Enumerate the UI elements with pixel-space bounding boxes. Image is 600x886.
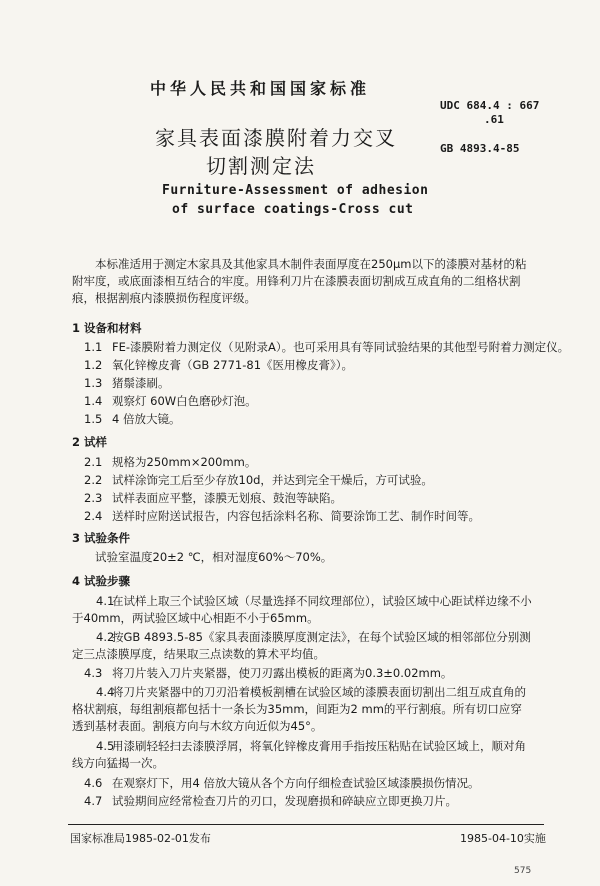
- section-2-heading: 2 试样: [72, 435, 108, 449]
- udc-code: UDC 684.4 : 667: [440, 99, 540, 112]
- item-number: 4.6: [84, 776, 103, 790]
- item-number: 4.1: [96, 594, 115, 608]
- item-text: 规格为250mm×200mm。: [112, 455, 257, 469]
- list-item: [84, 357, 353, 373]
- document-title-line2: 切割测定法: [206, 154, 316, 178]
- list-item: [72, 738, 532, 772]
- item-text: 氧化锌橡皮膏（GB 2771-81《医用橡皮膏》）。: [112, 358, 354, 372]
- list-item: [84, 472, 433, 488]
- item-number: 1.1: [84, 340, 103, 354]
- section-1-heading: 1 设备和材料: [72, 321, 142, 335]
- list-item: [84, 665, 452, 681]
- item-text: 按GB 4893.5-85《家具表面漆膜厚度测定法》，在每个试验区域的相邻部位分别测定三点漆膜厚度，结果取三点读数的算术平均值。: [72, 630, 531, 661]
- item-number: 2.2: [84, 473, 103, 487]
- item-number: 2.1: [84, 455, 103, 469]
- item-text: 将刀片装入刀片夹紧器，使刀刃露出模板的距离为0.3±0.02mm。: [112, 666, 453, 680]
- item-number: 4.5: [96, 739, 115, 753]
- list-item: [84, 411, 180, 427]
- section-3-heading: 3 试验条件: [72, 531, 131, 545]
- item-text: 试验期间应经常检查刀片的刃口，发现磨损和碎缺应立即更换刀片。: [112, 794, 457, 808]
- item-number: 2.4: [84, 509, 103, 523]
- item-number: 1.3: [84, 376, 103, 390]
- item-number: 1.5: [84, 412, 103, 426]
- item-number: 4.4: [96, 685, 115, 699]
- item-number: 1.2: [84, 358, 103, 372]
- item-text: 试样涂饰完工后至少存放10d，并达到完全干燥后，方可试验。: [112, 473, 433, 487]
- item-text: FE-漆膜附着力测定仪（见附录A）。也可采用具有等同试验结果的其他型号附着力测定仪。: [112, 340, 570, 354]
- english-title-line2: of surface coatings-Cross cut: [172, 202, 414, 217]
- item-number: 1.4: [84, 394, 103, 408]
- list-item: [84, 375, 170, 391]
- list-item: [84, 454, 256, 470]
- item-text: 用漆刷轻轻扫去漆膜浮屑，将氧化锌橡皮膏用手指按压粘贴在试验区域上，顺对角线方向猛揭一次。: [72, 739, 526, 770]
- item-text: 在试样上取三个试验区域（尽量选择不同纹理部位），试验区域中心距试样边缘不小于40mm，两试验区域中心相距不小于65mm。: [72, 594, 532, 625]
- item-number: 4.3: [84, 666, 103, 680]
- list-item: [84, 793, 457, 809]
- udc-code-continued: .61: [484, 113, 504, 126]
- effective-date: 1985-04-10实施: [460, 832, 546, 845]
- list-item: [84, 490, 342, 506]
- section-4-heading: 4 试验步骤: [72, 574, 131, 588]
- list-item: [84, 393, 257, 409]
- item-text: 送样时应附送试报告，内容包括涂料名称、简要涂饰工艺、制作时间等。: [112, 509, 480, 523]
- item-text: 在观察灯下，用4 倍放大镜从各个方向仔细检查试验区域漆膜损伤情况。: [112, 776, 480, 790]
- gb-standard-number: GB 4893.4-85: [440, 142, 520, 155]
- item-number: 4.7: [84, 794, 103, 808]
- list-item: [72, 684, 532, 735]
- list-item: [84, 339, 569, 355]
- list-item: [84, 775, 479, 791]
- standard-body-title: 中华人民共和国国家标准: [150, 79, 371, 98]
- item-text: 试样表面应平整，漆膜无划痕、鼓泡等缺陷。: [112, 491, 342, 505]
- list-item: [72, 593, 532, 627]
- list-item: [72, 629, 532, 663]
- item-number: 2.3: [84, 491, 103, 505]
- english-title-line1: Furniture-Assessment of adhesion: [162, 183, 429, 198]
- intro-paragraph: 本标准适用于测定木家具及其他家具木制件表面厚度在250μm以下的漆膜对基材的粘附牢度，或底面漆相互结合的牢度。用锋利刀片在漆膜表面切割成互成直角的二组格状割痕，根据割痕内漆膜损伤程度评级。: [72, 257, 527, 305]
- footer-divider: [68, 824, 544, 825]
- issue-date: 国家标准局1985-02-01发布: [70, 832, 211, 845]
- item-text: 猪鬃漆刷。: [112, 376, 170, 390]
- list-item: [84, 508, 480, 524]
- item-text: 将刀片夹紧器中的刀刃沿着模板割槽在试验区域的漆膜表面切割出二组互成直角的格状割痕，每组割痕都包括十一条长为35mm，间距为2 mm的平行割痕。所有切口应穿透到基材表面。割痕方向与木纹方向近似为45°。: [72, 685, 526, 733]
- section-3-paragraph: 试验室温度20±2 ℃，相对湿度60%～70%。: [95, 550, 333, 564]
- item-text: 观察灯 60W白色磨砂灯泡。: [112, 394, 257, 408]
- document-title-line1: 家具表面漆膜附着力交叉: [155, 126, 397, 150]
- item-text: 4 倍放大镜。: [112, 412, 181, 426]
- item-number: 4.2: [96, 630, 115, 644]
- page-number: 575: [514, 866, 532, 876]
